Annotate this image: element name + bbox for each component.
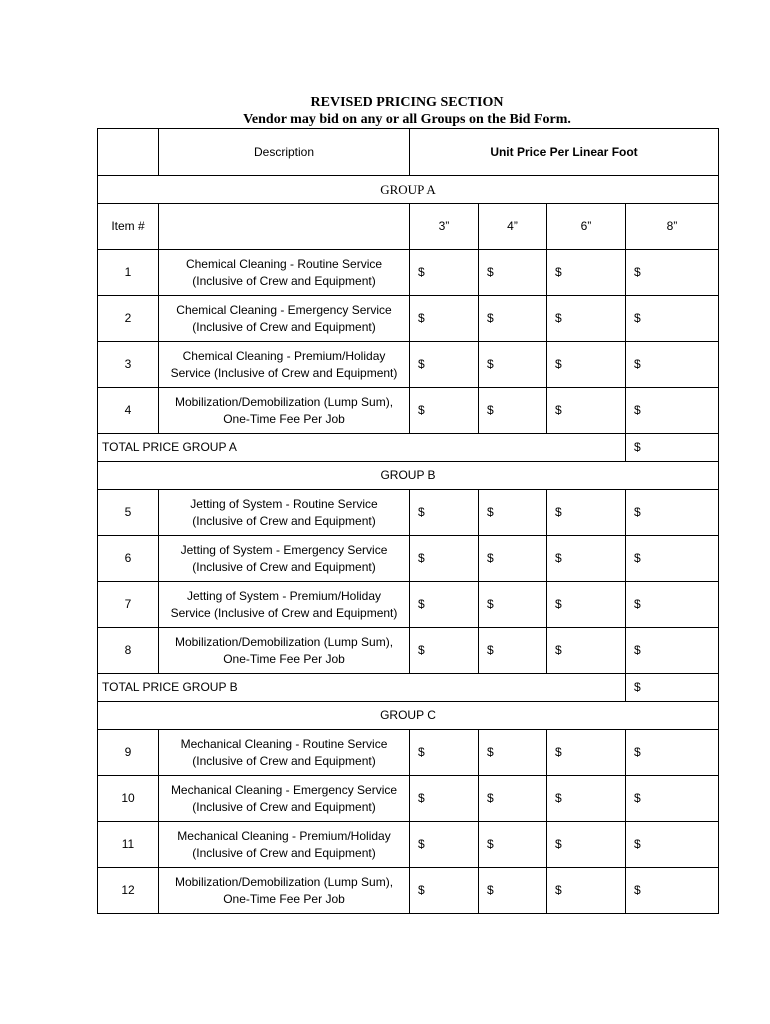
- description-line-1: Mobilization/Demobilization (Lump Sum),: [174, 874, 394, 889]
- price-cell[interactable]: $: [547, 388, 626, 434]
- price-cell[interactable]: $: [547, 730, 626, 776]
- item-number: 7: [98, 582, 159, 628]
- price-cell[interactable]: $: [547, 776, 626, 822]
- pricing-table: [97, 128, 719, 914]
- price-cell[interactable]: $: [410, 250, 479, 296]
- document-heading: [97, 94, 717, 128]
- price-cell[interactable]: $: [547, 296, 626, 342]
- item-number: 12: [98, 868, 159, 914]
- description-line-1: Jetting of System - Routine Service: [190, 496, 378, 511]
- price-cell[interactable]: $: [479, 822, 547, 868]
- page-title: REVISED PRICING SECTION: [310, 95, 504, 110]
- description-line-2: (Inclusive of Crew and Equipment): [192, 513, 376, 528]
- price-cell[interactable]: $: [626, 250, 719, 296]
- description-line-2: One-Time Fee Per Job: [223, 891, 345, 906]
- description-line-1: Mechanical Cleaning - Routine Service: [180, 736, 388, 751]
- price-cell[interactable]: $: [547, 628, 626, 674]
- price-cell[interactable]: $: [410, 628, 479, 674]
- item-number: 8: [98, 628, 159, 674]
- item-description: [159, 536, 410, 582]
- price-cell[interactable]: $: [626, 342, 719, 388]
- table-row: [98, 582, 719, 628]
- description-line-2: (Inclusive of Crew and Equipment): [192, 845, 376, 860]
- table-row: [98, 250, 719, 296]
- table-row: [98, 388, 719, 434]
- item-description: [159, 730, 410, 776]
- total-price-cell[interactable]: $: [626, 674, 719, 702]
- description-header: Description: [159, 129, 410, 176]
- item-description: [159, 868, 410, 914]
- price-cell[interactable]: $: [626, 536, 719, 582]
- price-cell[interactable]: $: [626, 296, 719, 342]
- size-4-header: 4”: [479, 204, 547, 250]
- price-cell[interactable]: $: [479, 730, 547, 776]
- price-cell[interactable]: $: [626, 628, 719, 674]
- description-line-2: One-Time Fee Per Job: [223, 411, 345, 426]
- item-number: 9: [98, 730, 159, 776]
- size-header-row: [98, 204, 719, 250]
- item-number: 1: [98, 250, 159, 296]
- item-description: [159, 822, 410, 868]
- table-header-row: [98, 129, 719, 176]
- price-cell[interactable]: $: [479, 582, 547, 628]
- description-line-1: Jetting of System - Emergency Service: [180, 542, 388, 557]
- price-cell[interactable]: $: [410, 388, 479, 434]
- group-label: GROUP B: [98, 462, 719, 490]
- total-price-cell[interactable]: $: [626, 434, 719, 462]
- price-cell[interactable]: $: [547, 536, 626, 582]
- price-cell[interactable]: $: [410, 490, 479, 536]
- price-cell[interactable]: $: [626, 490, 719, 536]
- blank-header-cell: [98, 129, 159, 176]
- group-a-label: GROUP A: [98, 176, 719, 204]
- size-6-header: 6”: [547, 204, 626, 250]
- total-row: [98, 434, 719, 462]
- table-row: [98, 776, 719, 822]
- item-description: [159, 296, 410, 342]
- description-line-2: (Inclusive of Crew and Equipment): [192, 319, 376, 334]
- price-cell[interactable]: $: [626, 388, 719, 434]
- item-number: 5: [98, 490, 159, 536]
- table-row: [98, 822, 719, 868]
- description-line-1: Chemical Cleaning - Premium/Holiday: [182, 348, 386, 363]
- price-cell[interactable]: $: [626, 582, 719, 628]
- table-row: [98, 730, 719, 776]
- group-row: [98, 462, 719, 490]
- price-cell[interactable]: $: [547, 582, 626, 628]
- description-line-1: Chemical Cleaning - Emergency Service: [176, 302, 392, 317]
- price-cell[interactable]: $: [479, 776, 547, 822]
- description-line-2: Service (Inclusive of Crew and Equipment): [170, 365, 398, 380]
- total-row: [98, 674, 719, 702]
- price-cell[interactable]: $: [547, 822, 626, 868]
- description-line-1: Jetting of System - Premium/Holiday: [186, 588, 382, 603]
- item-number: 6: [98, 536, 159, 582]
- description-line-2: One-Time Fee Per Job: [223, 651, 345, 666]
- total-label: TOTAL PRICE GROUP A: [98, 434, 626, 462]
- price-cell[interactable]: $: [626, 868, 719, 914]
- item-description: [159, 628, 410, 674]
- price-cell[interactable]: $: [479, 868, 547, 914]
- table-row: [98, 868, 719, 914]
- table-row: [98, 490, 719, 536]
- description-line-1: Mobilization/Demobilization (Lump Sum),: [174, 634, 394, 649]
- item-description: [159, 250, 410, 296]
- size-8-header: 8”: [626, 204, 719, 250]
- price-cell[interactable]: $: [410, 822, 479, 868]
- item-description: [159, 490, 410, 536]
- size-3-header: 3”: [410, 204, 479, 250]
- group-row: [98, 176, 719, 204]
- table-row: [98, 628, 719, 674]
- item-description: [159, 582, 410, 628]
- item-number: 4: [98, 388, 159, 434]
- description-line-2: (Inclusive of Crew and Equipment): [192, 559, 376, 574]
- item-number-header: Item #: [98, 204, 159, 250]
- price-cell[interactable]: $: [479, 250, 547, 296]
- price-cell[interactable]: $: [410, 296, 479, 342]
- price-cell[interactable]: $: [410, 536, 479, 582]
- price-cell[interactable]: $: [479, 342, 547, 388]
- price-cell[interactable]: $: [479, 296, 547, 342]
- price-cell[interactable]: $: [410, 730, 479, 776]
- price-cell[interactable]: $: [547, 250, 626, 296]
- item-description: [159, 776, 410, 822]
- price-cell[interactable]: $: [547, 490, 626, 536]
- price-cell[interactable]: $: [547, 342, 626, 388]
- price-cell[interactable]: $: [410, 342, 479, 388]
- item-description: [159, 342, 410, 388]
- price-cell[interactable]: $: [626, 730, 719, 776]
- price-cell[interactable]: $: [626, 822, 719, 868]
- group-row: [98, 702, 719, 730]
- blank-description-cell: [159, 204, 410, 250]
- price-cell[interactable]: $: [479, 628, 547, 674]
- page-subtitle: Vendor may bid on any or all Groups on the Bid Form.: [243, 112, 571, 127]
- description-line-1: Chemical Cleaning - Routine Service: [185, 256, 383, 271]
- price-cell[interactable]: $: [410, 776, 479, 822]
- group-label: GROUP C: [98, 702, 719, 730]
- item-number: 10: [98, 776, 159, 822]
- table-row: [98, 536, 719, 582]
- price-cell[interactable]: $: [479, 388, 547, 434]
- description-line-2: Service (Inclusive of Crew and Equipment): [170, 605, 398, 620]
- price-cell[interactable]: $: [626, 776, 719, 822]
- unit-price-header: Unit Price Per Linear Foot: [410, 129, 719, 176]
- description-line-1: Mechanical Cleaning - Premium/Holiday: [177, 828, 391, 843]
- total-label: TOTAL PRICE GROUP B: [98, 674, 626, 702]
- description-line-2: (Inclusive of Crew and Equipment): [192, 753, 376, 768]
- price-cell[interactable]: $: [547, 868, 626, 914]
- table-row: [98, 342, 719, 388]
- price-cell[interactable]: $: [410, 868, 479, 914]
- item-number: 11: [98, 822, 159, 868]
- price-cell[interactable]: $: [410, 582, 479, 628]
- description-line-1: Mechanical Cleaning - Emergency Service: [170, 782, 398, 797]
- price-cell[interactable]: $: [479, 536, 547, 582]
- item-number: 3: [98, 342, 159, 388]
- table-row: [98, 296, 719, 342]
- price-cell[interactable]: $: [479, 490, 547, 536]
- description-line-2: (Inclusive of Crew and Equipment): [192, 273, 376, 288]
- description-line-1: Mobilization/Demobilization (Lump Sum),: [174, 394, 394, 409]
- item-description: [159, 388, 410, 434]
- description-line-2: (Inclusive of Crew and Equipment): [192, 799, 376, 814]
- item-number: 2: [98, 296, 159, 342]
